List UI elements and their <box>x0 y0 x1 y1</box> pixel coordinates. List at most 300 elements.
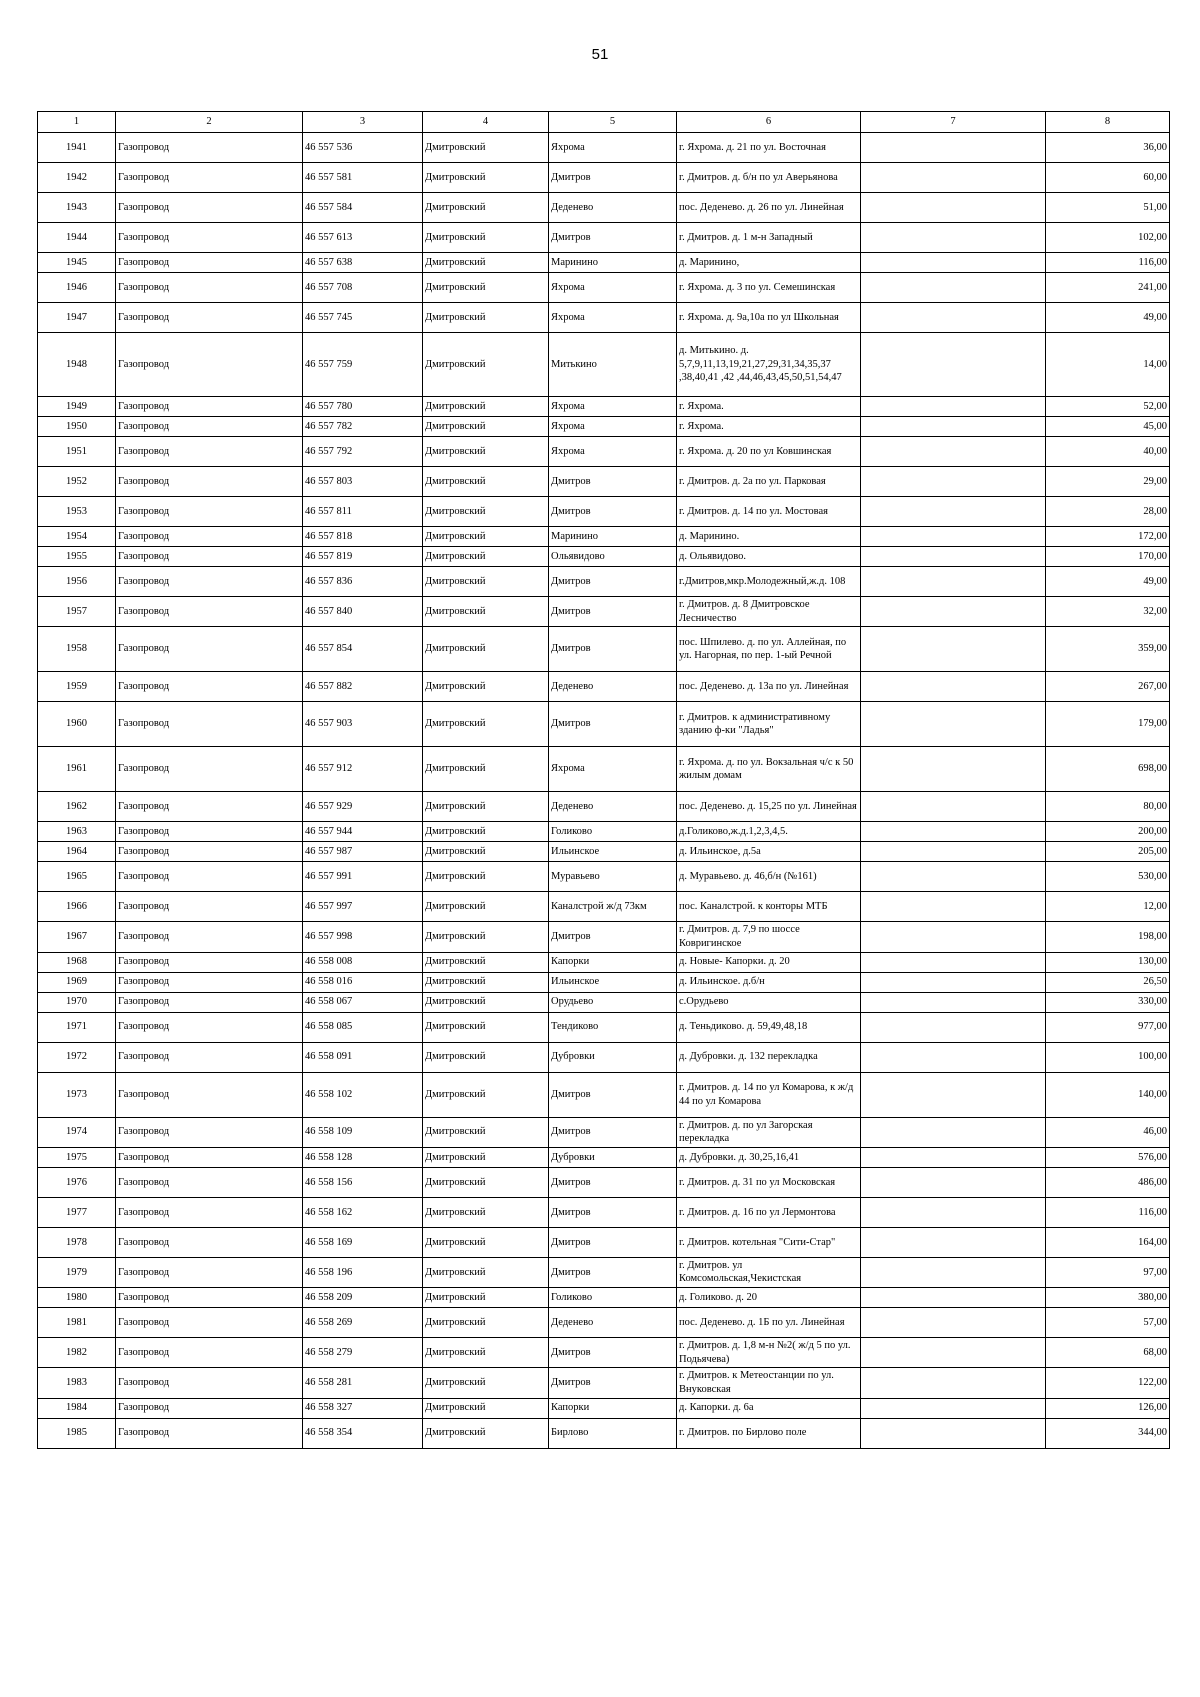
address: д. Ольявидово. <box>677 547 861 567</box>
table-row <box>38 1368 1170 1398</box>
object-type: Газопровод <box>116 1227 303 1257</box>
column-header: 8 <box>1046 112 1170 133</box>
table-row <box>38 627 1170 672</box>
column-7-cell <box>861 163 1046 193</box>
object-type: Газопровод <box>116 1197 303 1227</box>
column-header: 7 <box>861 112 1046 133</box>
length-value: 172,00 <box>1046 527 1170 547</box>
object-type: Газопровод <box>116 1012 303 1042</box>
row-number: 1969 <box>38 972 116 992</box>
row-number: 1957 <box>38 597 116 627</box>
district: Дмитровский <box>423 133 549 163</box>
object-code: 46 557 536 <box>303 133 423 163</box>
object-type: Газопровод <box>116 1117 303 1147</box>
object-code: 46 558 109 <box>303 1117 423 1147</box>
length-value: 49,00 <box>1046 303 1170 333</box>
column-7-cell <box>861 1338 1046 1368</box>
locality: Каналстрой ж/д 73км <box>549 892 677 922</box>
district: Дмитровский <box>423 303 549 333</box>
column-header: 5 <box>549 112 677 133</box>
district: Дмитровский <box>423 972 549 992</box>
locality: Дмитров <box>549 702 677 747</box>
table-row <box>38 303 1170 333</box>
row-number: 1943 <box>38 193 116 223</box>
row-number: 1952 <box>38 467 116 497</box>
row-number: 1964 <box>38 842 116 862</box>
object-code: 46 558 085 <box>303 1012 423 1042</box>
district: Дмитровский <box>423 1197 549 1227</box>
table-row <box>38 862 1170 892</box>
address: пос. Деденево. д. 15,25 по ул. Линейная <box>677 792 861 822</box>
object-code: 46 558 162 <box>303 1197 423 1227</box>
object-code: 46 557 638 <box>303 253 423 273</box>
row-number: 1979 <box>38 1257 116 1287</box>
length-value: 45,00 <box>1046 417 1170 437</box>
row-number: 1962 <box>38 792 116 822</box>
object-type: Газопровод <box>116 792 303 822</box>
locality: Дмитров <box>549 922 677 952</box>
address: г. Дмитров. д. по ул Загорская перекладка <box>677 1117 861 1147</box>
object-type: Газопровод <box>116 822 303 842</box>
row-number: 1978 <box>38 1227 116 1257</box>
table-row <box>38 273 1170 303</box>
locality: Дмитров <box>549 1368 677 1398</box>
object-code: 46 558 091 <box>303 1042 423 1072</box>
object-code: 46 557 991 <box>303 862 423 892</box>
object-type: Газопровод <box>116 892 303 922</box>
table-row <box>38 437 1170 467</box>
object-code: 46 558 281 <box>303 1368 423 1398</box>
table-row <box>38 702 1170 747</box>
object-code: 46 557 811 <box>303 497 423 527</box>
address: д. Дубровки. д. 132 перекладка <box>677 1042 861 1072</box>
locality: Ольявидово <box>549 547 677 567</box>
district: Дмитровский <box>423 163 549 193</box>
address: пос. Шпилево. д. по ул. Аллейная, по ул. Нагорная, по пер. 1-ый Речной <box>677 627 861 672</box>
address: г. Дмитров. д. 1 м-н Западный <box>677 223 861 253</box>
length-value: 29,00 <box>1046 467 1170 497</box>
object-type: Газопровод <box>116 163 303 193</box>
object-type: Газопровод <box>116 193 303 223</box>
row-number: 1973 <box>38 1072 116 1117</box>
row-number: 1955 <box>38 547 116 567</box>
district: Дмитровский <box>423 527 549 547</box>
length-value: 68,00 <box>1046 1338 1170 1368</box>
table-row <box>38 417 1170 437</box>
district: Дмитровский <box>423 952 549 972</box>
length-value: 26,50 <box>1046 972 1170 992</box>
table-row <box>38 497 1170 527</box>
column-7-cell <box>861 627 1046 672</box>
locality: Дмитров <box>549 567 677 597</box>
length-value: 698,00 <box>1046 747 1170 792</box>
object-code: 46 557 987 <box>303 842 423 862</box>
address: д. Капорки. д. 6а <box>677 1398 861 1418</box>
object-code: 46 557 944 <box>303 822 423 842</box>
district: Дмитровский <box>423 253 549 273</box>
column-7-cell <box>861 193 1046 223</box>
column-7-cell <box>861 547 1046 567</box>
length-value: 49,00 <box>1046 567 1170 597</box>
locality: Деденево <box>549 193 677 223</box>
column-header: 4 <box>423 112 549 133</box>
column-7-cell <box>861 1288 1046 1308</box>
table-row <box>38 567 1170 597</box>
object-type: Газопровод <box>116 1042 303 1072</box>
locality: Дмитров <box>549 1338 677 1368</box>
locality: Муравьево <box>549 862 677 892</box>
column-7-cell <box>861 467 1046 497</box>
length-value: 330,00 <box>1046 992 1170 1012</box>
locality: Дмитров <box>549 1227 677 1257</box>
table-row <box>38 1072 1170 1117</box>
district: Дмитровский <box>423 1418 549 1448</box>
row-number: 1946 <box>38 273 116 303</box>
locality: Яхрома <box>549 417 677 437</box>
object-code: 46 557 840 <box>303 597 423 627</box>
district: Дмитровский <box>423 497 549 527</box>
row-number: 1972 <box>38 1042 116 1072</box>
locality: Дмитров <box>549 1117 677 1147</box>
length-value: 80,00 <box>1046 792 1170 822</box>
column-7-cell <box>861 1308 1046 1338</box>
length-value: 486,00 <box>1046 1167 1170 1197</box>
locality: Ильинское <box>549 842 677 862</box>
object-type: Газопровод <box>116 627 303 672</box>
table-row <box>38 1308 1170 1338</box>
object-type: Газопровод <box>116 223 303 253</box>
row-number: 1975 <box>38 1147 116 1167</box>
locality: Деденево <box>549 792 677 822</box>
address: г. Яхрома. д. 21 по ул. Восточная <box>677 133 861 163</box>
object-type: Газопровод <box>116 467 303 497</box>
length-value: 164,00 <box>1046 1227 1170 1257</box>
length-value: 140,00 <box>1046 1072 1170 1117</box>
locality: Яхрома <box>549 747 677 792</box>
object-type: Газопровод <box>116 922 303 952</box>
district: Дмитровский <box>423 627 549 672</box>
district: Дмитровский <box>423 397 549 417</box>
row-number: 1958 <box>38 627 116 672</box>
column-7-cell <box>861 952 1046 972</box>
row-number: 1941 <box>38 133 116 163</box>
locality: Голиково <box>549 822 677 842</box>
table-row <box>38 672 1170 702</box>
address: г. Дмитров. д. б/н по ул Аверьянова <box>677 163 861 193</box>
object-type: Газопровод <box>116 253 303 273</box>
object-type: Газопровод <box>116 702 303 747</box>
locality: Маринино <box>549 527 677 547</box>
table-row <box>38 1338 1170 1368</box>
table-row <box>38 133 1170 163</box>
row-number: 1983 <box>38 1368 116 1398</box>
object-code: 46 558 269 <box>303 1308 423 1338</box>
address: г. Яхрома. <box>677 417 861 437</box>
address: г. Дмитров. д. 14 по ул. Мостовая <box>677 497 861 527</box>
length-value: 57,00 <box>1046 1308 1170 1338</box>
locality: Яхрома <box>549 397 677 417</box>
table-body <box>38 133 1170 1449</box>
object-type: Газопровод <box>116 547 303 567</box>
column-7-cell <box>861 747 1046 792</box>
length-value: 14,00 <box>1046 333 1170 397</box>
object-code: 46 557 613 <box>303 223 423 253</box>
district: Дмитровский <box>423 842 549 862</box>
table-row <box>38 467 1170 497</box>
district: Дмитровский <box>423 672 549 702</box>
row-number: 1950 <box>38 417 116 437</box>
locality: Дубровки <box>549 1147 677 1167</box>
district: Дмитровский <box>423 792 549 822</box>
locality: Капорки <box>549 1398 677 1418</box>
locality: Дмитров <box>549 1072 677 1117</box>
object-code: 46 557 780 <box>303 397 423 417</box>
object-type: Газопровод <box>116 1288 303 1308</box>
locality: Дмитров <box>549 223 677 253</box>
district: Дмитровский <box>423 922 549 952</box>
address: г. Дмитров. д. 1,8 м-н №2( ж/д 5 по ул. Подьячева) <box>677 1338 861 1368</box>
row-number: 1953 <box>38 497 116 527</box>
district: Дмитровский <box>423 1398 549 1418</box>
district: Дмитровский <box>423 1227 549 1257</box>
district: Дмитровский <box>423 862 549 892</box>
column-header: 6 <box>677 112 861 133</box>
column-7-cell <box>861 597 1046 627</box>
column-7-cell <box>861 273 1046 303</box>
object-code: 46 558 196 <box>303 1257 423 1287</box>
row-number: 1959 <box>38 672 116 702</box>
object-code: 46 557 998 <box>303 922 423 952</box>
table-row <box>38 397 1170 417</box>
column-7-cell <box>861 992 1046 1012</box>
locality: Дмитров <box>549 1257 677 1287</box>
object-type: Газопровод <box>116 497 303 527</box>
object-type: Газопровод <box>116 397 303 417</box>
district: Дмитровский <box>423 1042 549 1072</box>
address: г. Дмитров. по Бирлово поле <box>677 1418 861 1448</box>
table-row <box>38 972 1170 992</box>
locality: Дмитров <box>549 597 677 627</box>
table-row <box>38 922 1170 952</box>
object-code: 46 557 882 <box>303 672 423 702</box>
district: Дмитровский <box>423 223 549 253</box>
column-header: 3 <box>303 112 423 133</box>
district: Дмитровский <box>423 467 549 497</box>
column-7-cell <box>861 417 1046 437</box>
address: д. Ильинское, д.5а <box>677 842 861 862</box>
object-code: 46 557 903 <box>303 702 423 747</box>
table-row <box>38 253 1170 273</box>
locality: Дмитров <box>549 497 677 527</box>
district: Дмитровский <box>423 1288 549 1308</box>
object-type: Газопровод <box>116 1338 303 1368</box>
column-7-cell <box>861 437 1046 467</box>
length-value: 170,00 <box>1046 547 1170 567</box>
object-code: 46 558 016 <box>303 972 423 992</box>
object-type: Газопровод <box>116 1167 303 1197</box>
column-header: 1 <box>38 112 116 133</box>
address: г. Яхрома. д. 3 по ул. Семешинская <box>677 273 861 303</box>
object-code: 46 557 854 <box>303 627 423 672</box>
length-value: 51,00 <box>1046 193 1170 223</box>
table-row <box>38 223 1170 253</box>
row-number: 1956 <box>38 567 116 597</box>
locality: Яхрома <box>549 133 677 163</box>
district: Дмитровский <box>423 1368 549 1398</box>
table-row <box>38 1418 1170 1448</box>
table-row <box>38 842 1170 862</box>
address: г. Дмитров. д. 14 по ул Комарова, к ж/д 44 по ул Комарова <box>677 1072 861 1117</box>
table-row <box>38 527 1170 547</box>
length-value: 32,00 <box>1046 597 1170 627</box>
row-number: 1951 <box>38 437 116 467</box>
address: д.Голиково,ж.д.1,2,3,4,5. <box>677 822 861 842</box>
locality: Деденево <box>549 672 677 702</box>
object-code: 46 557 584 <box>303 193 423 223</box>
object-type: Газопровод <box>116 1072 303 1117</box>
object-type: Газопровод <box>116 672 303 702</box>
column-7-cell <box>861 253 1046 273</box>
object-code: 46 557 819 <box>303 547 423 567</box>
row-number: 1966 <box>38 892 116 922</box>
column-7-cell <box>861 1147 1046 1167</box>
table-row <box>38 1288 1170 1308</box>
object-type: Газопровод <box>116 333 303 397</box>
column-7-cell <box>861 567 1046 597</box>
row-number: 1965 <box>38 862 116 892</box>
object-type: Газопровод <box>116 1308 303 1338</box>
object-type: Газопровод <box>116 1398 303 1418</box>
length-value: 977,00 <box>1046 1012 1170 1042</box>
column-7-cell <box>861 397 1046 417</box>
address: г. Яхрома. д. 9а,10а по ул Школьная <box>677 303 861 333</box>
address: д. Митькино. д. 5,7,9,11,13,19,21,27,29,31,34,35,37 ,38,40,41 ,42 ,44,46,43,45,50,51,54,47 <box>677 333 861 397</box>
length-value: 28,00 <box>1046 497 1170 527</box>
row-number: 1976 <box>38 1167 116 1197</box>
row-number: 1942 <box>38 163 116 193</box>
column-7-cell <box>861 333 1046 397</box>
address: д. Дубровки. д. 30,25,16,41 <box>677 1147 861 1167</box>
district: Дмитровский <box>423 193 549 223</box>
district: Дмитровский <box>423 1072 549 1117</box>
length-value: 36,00 <box>1046 133 1170 163</box>
address: г.Дмитров,мкр.Молодежный,ж.д. 108 <box>677 567 861 597</box>
column-7-cell <box>861 792 1046 822</box>
district: Дмитровский <box>423 822 549 842</box>
district: Дмитровский <box>423 273 549 303</box>
address: г. Дмитров. д. 16 по ул Лермонтова <box>677 1197 861 1227</box>
object-type: Газопровод <box>116 1147 303 1167</box>
length-value: 40,00 <box>1046 437 1170 467</box>
address: д. Муравьево. д. 46,б/н (№161) <box>677 862 861 892</box>
locality: Тендиково <box>549 1012 677 1042</box>
object-code: 46 558 327 <box>303 1398 423 1418</box>
table-row <box>38 1398 1170 1418</box>
object-type: Газопровод <box>116 273 303 303</box>
length-value: 576,00 <box>1046 1147 1170 1167</box>
district: Дмитровский <box>423 1117 549 1147</box>
object-type: Газопровод <box>116 862 303 892</box>
address: пос. Каналстрой. к конторы МТБ <box>677 892 861 922</box>
row-number: 1977 <box>38 1197 116 1227</box>
address: г. Дмитров. к Метеостанции по ул. Внуковская <box>677 1368 861 1398</box>
column-7-cell <box>861 1418 1046 1448</box>
object-code: 46 557 759 <box>303 333 423 397</box>
length-value: 12,00 <box>1046 892 1170 922</box>
length-value: 380,00 <box>1046 1288 1170 1308</box>
locality: Капорки <box>549 952 677 972</box>
table-row <box>38 333 1170 397</box>
row-number: 1982 <box>38 1338 116 1368</box>
object-code: 46 558 156 <box>303 1167 423 1197</box>
column-7-cell <box>861 972 1046 992</box>
length-value: 179,00 <box>1046 702 1170 747</box>
object-type: Газопровод <box>116 747 303 792</box>
address: г. Яхрома. д. 20 по ул Ковшинская <box>677 437 861 467</box>
object-code: 46 557 708 <box>303 273 423 303</box>
row-number: 1981 <box>38 1308 116 1338</box>
object-code: 46 558 279 <box>303 1338 423 1368</box>
address: д. Новые- Капорки. д. 20 <box>677 952 861 972</box>
length-value: 200,00 <box>1046 822 1170 842</box>
column-7-cell <box>861 1368 1046 1398</box>
column-7-cell <box>861 1398 1046 1418</box>
object-code: 46 558 102 <box>303 1072 423 1117</box>
address: г. Дмитров. д. 31 по ул Московская <box>677 1167 861 1197</box>
row-number: 1974 <box>38 1117 116 1147</box>
object-type: Газопровод <box>116 417 303 437</box>
address: с.Орудьево <box>677 992 861 1012</box>
row-number: 1948 <box>38 333 116 397</box>
address: г. Дмитров. д. 8 Дмитровское Лесничество <box>677 597 861 627</box>
object-code: 46 558 067 <box>303 992 423 1012</box>
table-row <box>38 1147 1170 1167</box>
object-code: 46 557 818 <box>303 527 423 547</box>
row-number: 1944 <box>38 223 116 253</box>
address: г. Дмитров. д. 2а по ул. Парковая <box>677 467 861 497</box>
length-value: 130,00 <box>1046 952 1170 972</box>
district: Дмитровский <box>423 992 549 1012</box>
length-value: 241,00 <box>1046 273 1170 303</box>
table-row <box>38 1257 1170 1287</box>
row-number: 1985 <box>38 1418 116 1448</box>
locality: Дмитров <box>549 467 677 497</box>
table-row <box>38 792 1170 822</box>
locality: Ильинское <box>549 972 677 992</box>
object-type: Газопровод <box>116 567 303 597</box>
column-7-cell <box>861 842 1046 862</box>
district: Дмитровский <box>423 1308 549 1338</box>
address: д. Теньдиково. д. 59,49,48,18 <box>677 1012 861 1042</box>
column-7-cell <box>861 702 1046 747</box>
column-7-cell <box>861 1257 1046 1287</box>
district: Дмитровский <box>423 547 549 567</box>
column-7-cell <box>861 303 1046 333</box>
object-code: 46 558 209 <box>303 1288 423 1308</box>
locality: Деденево <box>549 1308 677 1338</box>
length-value: 359,00 <box>1046 627 1170 672</box>
address: г. Дмитров. ул Комсомольская,Чекистская <box>677 1257 861 1287</box>
locality: Яхрома <box>549 303 677 333</box>
length-value: 102,00 <box>1046 223 1170 253</box>
table-row <box>38 193 1170 223</box>
object-type: Газопровод <box>116 992 303 1012</box>
column-7-cell <box>861 1197 1046 1227</box>
locality: Дмитров <box>549 627 677 672</box>
object-type: Газопровод <box>116 597 303 627</box>
length-value: 100,00 <box>1046 1042 1170 1072</box>
district: Дмитровский <box>423 1147 549 1167</box>
